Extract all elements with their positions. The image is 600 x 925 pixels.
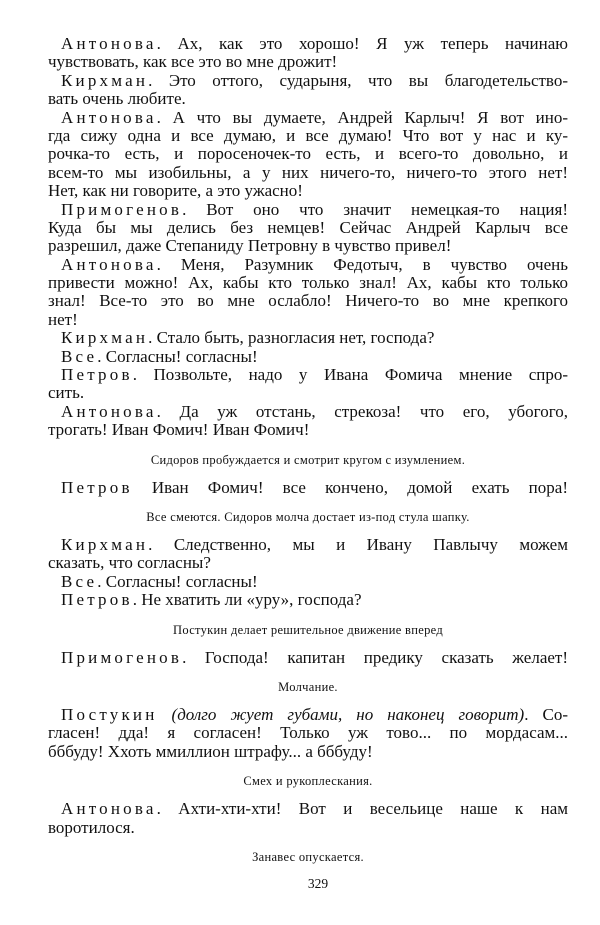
speaker-name: Антонова (61, 799, 157, 819)
speaker-name: Антонова (61, 34, 157, 53)
stage-direction: Сидоров пробуждается и смотрит кругом с изумлением. (150, 452, 466, 467)
speech-paragraph (48, 201, 568, 256)
speech-paragraph (48, 329, 568, 347)
text-line (48, 591, 568, 609)
speaker-name: Примогенов (61, 199, 183, 219)
speaker-name: Постукин (61, 704, 158, 724)
speech-paragraph (48, 479, 568, 497)
speaker-name: Петров (61, 590, 133, 610)
speech-paragraph (48, 348, 568, 366)
speech-paragraph (48, 800, 568, 837)
text-line: рочка-то есть, и поросеночек-то есть, и всего-то довольно, и (48, 144, 568, 164)
text-line (48, 256, 568, 274)
speech-paragraph (48, 403, 568, 440)
speech-paragraph (48, 35, 568, 72)
stage-direction: Занавес опускается. (252, 849, 364, 864)
line-text: . А что вы думаете, Андрей Карлыч! Я вот ино- (156, 107, 568, 127)
line-text: . Стало быть, разногласия нет, господа? (148, 328, 435, 348)
text-line: чувствовать, как все это во мне дрожит! (48, 52, 338, 72)
line-text: . Да уж отстань, стрекоза! что его, убогого, (156, 401, 568, 421)
page-number: 329 (307, 876, 329, 891)
line-text: . Меня, Разумник Федотыч, в чувство очень (156, 254, 568, 274)
text-line: сказать, что согласны? (48, 553, 211, 573)
line-text: . Со- (524, 704, 568, 724)
speech-paragraph (48, 72, 568, 109)
speech-paragraph (48, 366, 568, 403)
line-text: . Следственно, мы и Ивану Павлычу можем (148, 534, 568, 554)
speaker-name: Все (61, 346, 98, 366)
line-text: . Ахти-хти-хти! Вот и весельице наше к нам (156, 799, 568, 819)
text-line: бббуду! Ххоть ммиллион штрафу... а бббуду! (48, 741, 373, 761)
speech-paragraph (48, 256, 568, 330)
stage-direction: Постукин делает решительное движение вперед (173, 622, 443, 637)
text-line (48, 706, 568, 724)
text-line (48, 348, 568, 366)
stage-direction: Смех и рукоплескания. (243, 774, 373, 789)
text-line (48, 800, 568, 818)
speech-paragraph (48, 591, 568, 609)
text-line: трогать! Иван Фомич! Иван Фомич! (48, 420, 310, 440)
line-text: . Господа! капитан предику сказать желает! (182, 647, 568, 667)
speaker-name: Антонова (61, 107, 157, 127)
text-line (48, 649, 568, 667)
play-text (48, 35, 568, 876)
line-text: Иван Фомич! все кончено, домой ехать пора! (132, 477, 568, 497)
text-line: знал! Все-то это во мне ослабло! Ничего-то во мне крепкого (48, 291, 568, 311)
speaker-name: Петров (61, 365, 133, 385)
stage-remark: (долго жует губами, но наконец говорит) (157, 704, 525, 724)
line-text: . Согласны! согласны! (97, 346, 258, 366)
text-line: гда сижу одна и все думаю, и все думаю! Что вот у нас и ку- (48, 125, 568, 145)
text-line: воротилося. (48, 817, 135, 837)
line-text: . Согласны! согласны! (97, 571, 258, 591)
text-line (48, 109, 568, 127)
speech-paragraph (48, 649, 568, 667)
line-text: . Позвольте, надо у Ивана Фомича мнение спро- (132, 365, 568, 385)
text-line (48, 201, 568, 219)
text-line (48, 479, 568, 497)
text-line (48, 573, 568, 591)
text-line: нет! (48, 309, 78, 329)
text-line: привести можно! Ах, кабы кто только знал! Ах, кабы кто только (48, 273, 568, 293)
text-line: гласен! дда! я согласен! Только уж тово... по мордасам... (48, 723, 568, 743)
speaker-name: Антонова (61, 254, 157, 274)
text-line: разрешил, даже Степаниду Петровну в чувство привел! (48, 236, 452, 256)
speech-paragraph (48, 536, 568, 573)
text-line (48, 35, 568, 53)
stage-direction: Все смеются. Сидоров молча достает из-под стула шапку. (146, 509, 470, 524)
text-line: вать очень любите. (48, 89, 186, 109)
text-line: сить. (48, 383, 85, 403)
line-text: . Не хватить ли «уру», господа? (132, 590, 362, 610)
text-line (48, 403, 568, 421)
speaker-name: Петров (61, 477, 133, 497)
text-line: всем-то мы изобильны, а у них ничего-то, ничего-то этого нет! (48, 162, 568, 182)
speaker-name: Все (61, 571, 98, 591)
line-text: . Вот оно что значит немецкая-то нация! (182, 199, 568, 219)
speech-paragraph (48, 706, 568, 761)
speaker-name: Кирхман (61, 70, 149, 90)
speech-paragraph (48, 109, 568, 201)
speaker-name: Кирхман (61, 534, 149, 554)
text-line (48, 72, 568, 90)
stage-direction: Молчание. (278, 679, 338, 694)
text-line: Куда бы мы делись без немцев! Сейчас Андрей Карлыч все (48, 217, 568, 237)
text-line: Нет, как ни говорите, а это ужасно! (48, 181, 303, 201)
text-line (48, 366, 568, 384)
text-line (48, 536, 568, 554)
speaker-name: Антонова (61, 401, 157, 421)
speaker-name: Кирхман (61, 328, 149, 348)
line-text: . Ах, как это хорошо! Я уж теперь начинаю (156, 34, 568, 53)
speech-paragraph (48, 573, 568, 591)
line-text: . Это оттого, сударыня, что вы благодетельство- (148, 70, 568, 90)
text-line (48, 329, 568, 347)
speaker-name: Примогенов (61, 647, 183, 667)
